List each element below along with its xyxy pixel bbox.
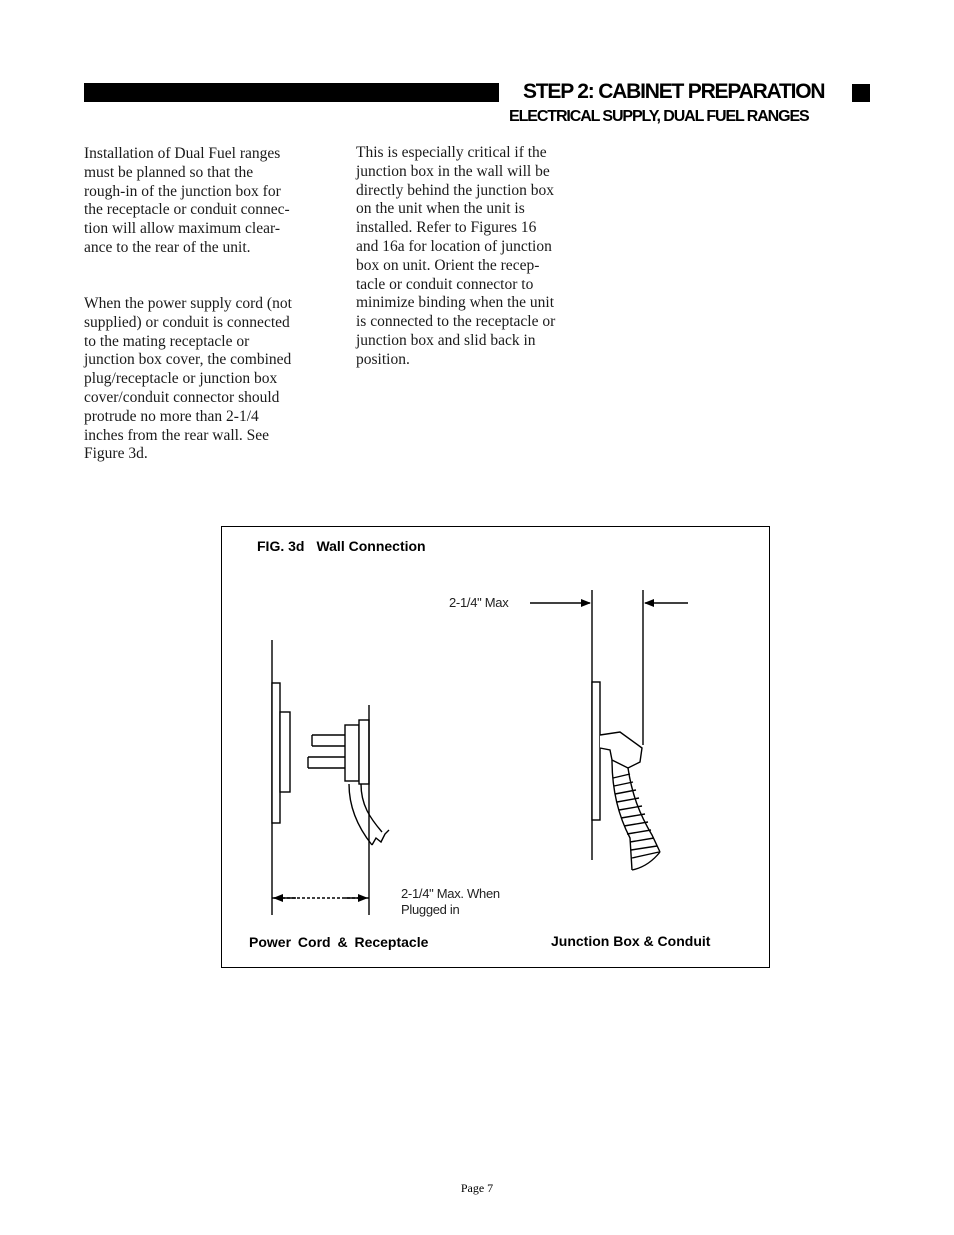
bottom-dimension-label-line2: Plugged in [401, 902, 460, 917]
caption-junction-box-conduit: Junction Box & Conduit [551, 933, 711, 949]
body-paragraph-3: This is especially critical if the junction box in the wall will be directly behind the junction box on the unit when the unit is installed. Refer to Figures 16 and 16a for location of junction box on unit. Orient the recep- tacle or conduit connector to minimize binding when the unit is connected to the receptacle or junction box and slid back in position. [356, 144, 556, 368]
top-dimension-label: 2-1/4" Max [449, 595, 509, 610]
caption-power-cord-receptacle: Power Cord & Receptacle [249, 934, 429, 950]
page-number: Page 7 [460, 1181, 494, 1195]
junction-box-cover [592, 682, 600, 820]
plug-body [345, 725, 359, 781]
conduit-connector [600, 732, 642, 768]
figure-title: Wall Connection [316, 538, 426, 554]
wall-receptacle [280, 712, 290, 792]
section-subtitle: ELECTRICAL SUPPLY, DUAL FUEL RANGES [509, 108, 809, 125]
page-title: STEP 2: CABINET PREPARATION [523, 80, 825, 103]
plug-head [359, 720, 369, 784]
body-paragraph-2: When the power supply cord (not supplied) or conduit is connected to the mating receptacle or junction box cover, the combined plug/receptacle or junction box cover/conduit connector should protrude no more than 2-1/4 inches from the rear wall. See Figure 3d. [84, 295, 292, 463]
bottom-dimension-label-line1: 2-1/4" Max. When [401, 886, 500, 901]
wall-receptacle-plate [272, 683, 280, 823]
figure-number: FIG. 3d [257, 538, 305, 554]
body-paragraph-1: Installation of Dual Fuel ranges must be planned so that the rough-in of the junction box for the receptacle or conduit connec- tion will allow maximum clear- ance to the rear of the unit. [84, 145, 290, 256]
cord-inner [361, 784, 382, 832]
power-cord-receptacle-drawing [272, 640, 389, 915]
cord-cut-end [372, 830, 389, 845]
junction-box-conduit-drawing [592, 590, 660, 870]
